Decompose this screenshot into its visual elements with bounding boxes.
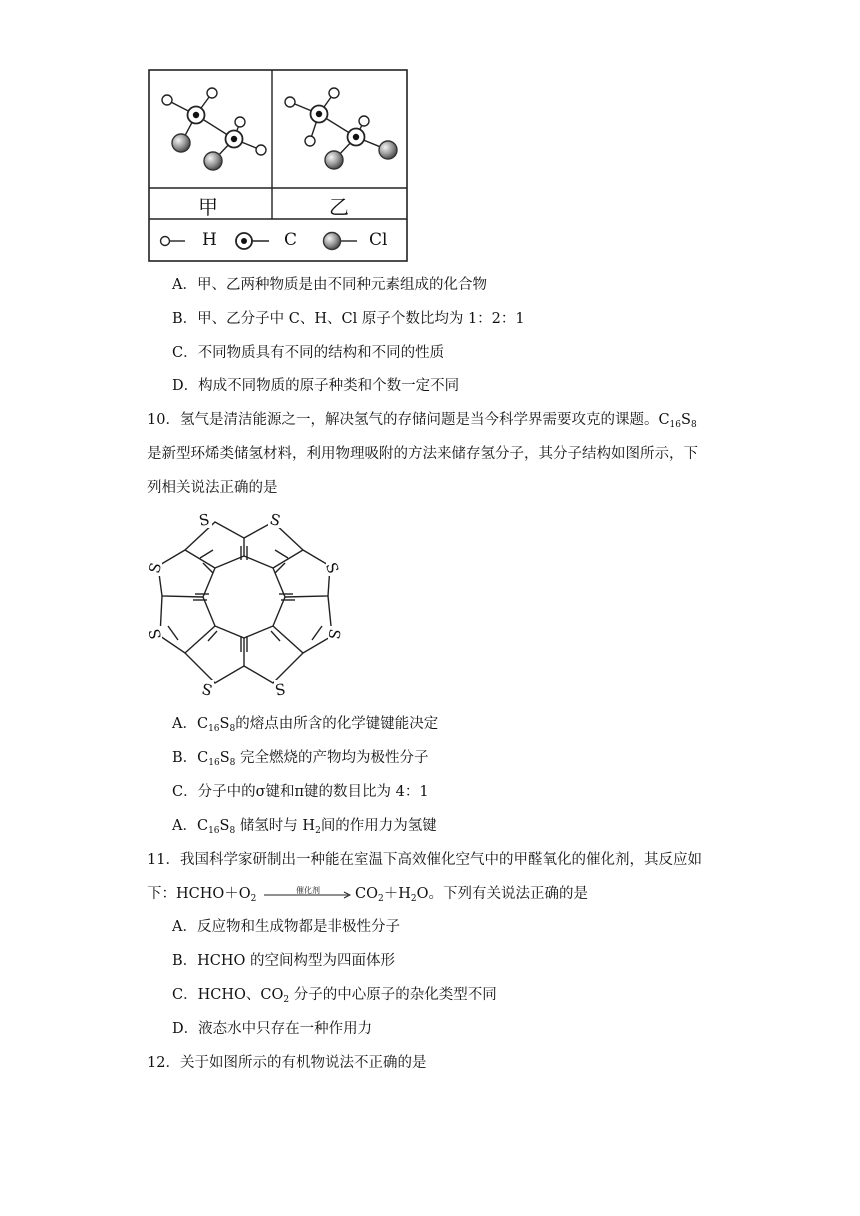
legend-cl-atom <box>324 233 341 250</box>
q11-stem-line2: 下：$HCHO+O_2$ 催化剂 $CO_2+H_2O$。下列有关说法正确的是 <box>147 884 588 904</box>
q10-stem-line3: 列相关说法正确的是 <box>147 480 278 496</box>
q9-option-c: C．不同物质具有不同的结构和不同的性质 <box>172 345 445 361</box>
q12-stem-line1: 12．关于如图所示的有机物说法不正确的是 <box>147 1055 427 1071</box>
legend-c-label: C <box>284 230 298 250</box>
legend-h-label: H <box>202 230 217 250</box>
q11-stem-line1: 11．我国科学家研制出一种能在室温下高效催化空气中的甲醛氧化的催化剂，其反应如 <box>147 852 702 868</box>
molecule-jia <box>162 88 266 170</box>
s-atom-label: S <box>145 560 166 576</box>
q10-stem-line1: 10．氢气是清洁能源之一，解决氢气的存储问题是当今科学界需要攻克的课题。$C_{16}S_8$ <box>147 412 697 430</box>
q9-option-b: B．甲、乙分子中 C、H、Cl 原子个数比均为 1：2：1 <box>172 311 525 327</box>
s-atom-label: S <box>199 678 215 700</box>
q10-stem-line2: 是新型环烯类储氢材料，利用物理吸附的方法来储存氢分子，其分子结构如图所示，下 <box>147 446 698 462</box>
q10-option-d: A．$C_{16}S_8$ 储氢时与 $H_2$间的作用力为氢键 <box>172 818 437 836</box>
c16s8-structure-figure <box>140 508 350 703</box>
s-atom-label: S <box>267 509 283 531</box>
s-atom-label: S <box>197 510 211 530</box>
q10-option-a: A．$C_{16}S_8$的熔点由所含的化学键键能决定 <box>172 716 439 734</box>
catalyst-label: 催化剂 <box>296 886 321 895</box>
q9-option-d: D．构成不同物质的原子种类和个数一定不同 <box>172 378 460 394</box>
q11-option-c: C．HCHO、$CO_2$ 分子的中心原子的杂化类型不同 <box>172 987 497 1005</box>
legend-h-atom <box>161 237 170 246</box>
label-yi: 乙 <box>329 195 349 219</box>
molecule-model-figure <box>148 69 408 262</box>
s-atom-label: S <box>321 560 343 576</box>
q9-option-a: A．甲、乙两种物质是由不同种元素组成的化合物 <box>172 277 487 293</box>
reaction-arrow <box>262 887 354 901</box>
q11-option-a: A．反应物和生成物都是非极性分子 <box>172 919 400 935</box>
c16s8-ring-svg <box>140 508 350 703</box>
molecule-yi <box>285 88 397 169</box>
q10-option-c: C．分子中的σ键和π键的数目比为 4：1 <box>172 784 429 800</box>
s-atom-label: S <box>273 679 287 699</box>
label-jia: 甲 <box>198 195 218 219</box>
q11-option-d: D．液态水中只存在一种作用力 <box>172 1021 373 1037</box>
s-atom-label: S <box>324 627 344 641</box>
s-atom-label: S <box>145 627 165 641</box>
q11-option-b: B．HCHO 的空间构型为四面体形 <box>172 953 396 969</box>
q10-option-b: B．$C_{16}S_8$ 完全燃烧的产物均为极性分子 <box>172 750 429 768</box>
legend-cl-label: Cl <box>369 230 388 250</box>
